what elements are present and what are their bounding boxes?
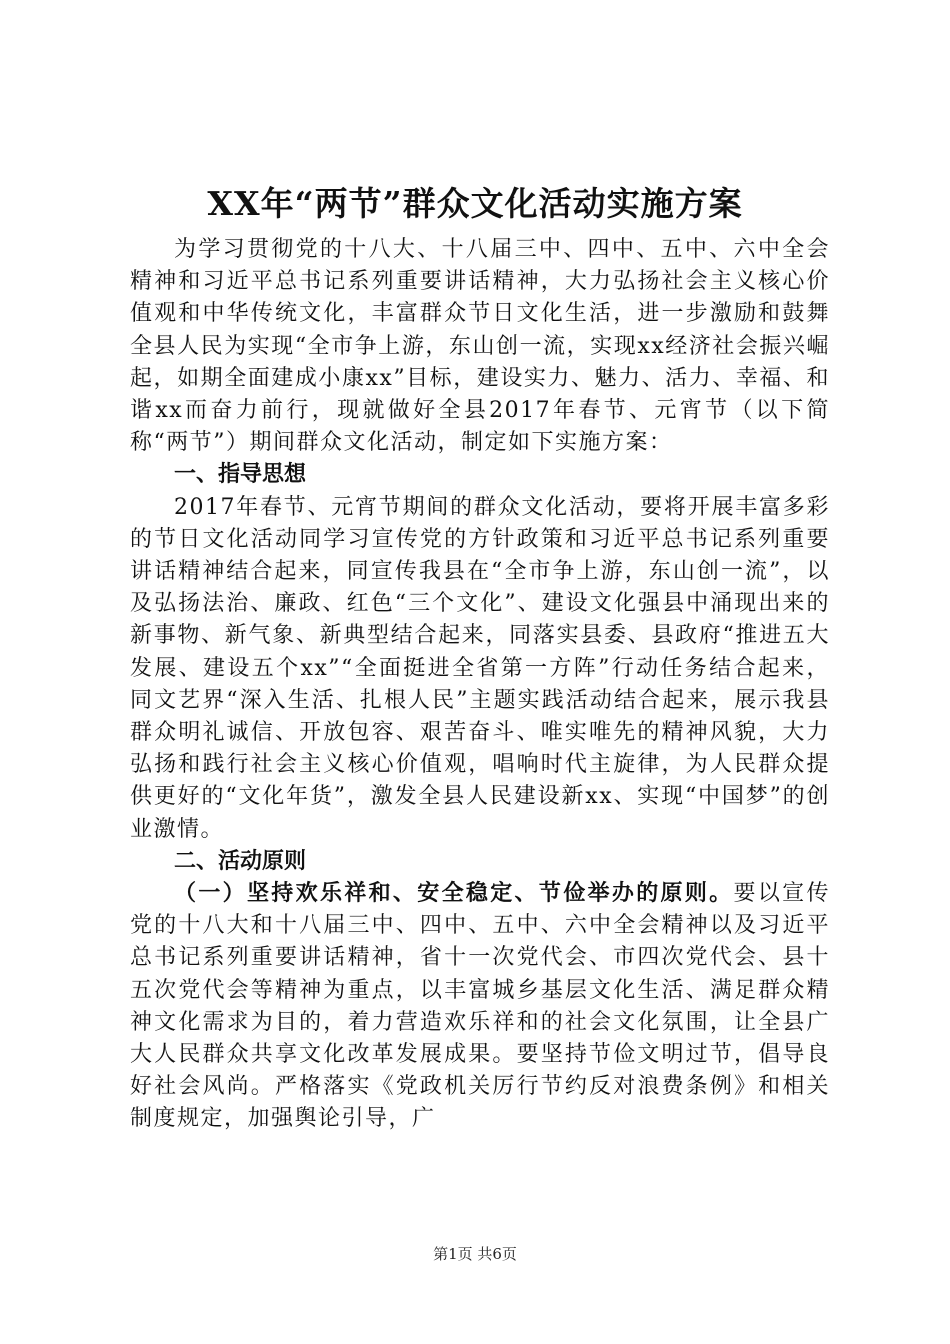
section2-sub1-body: 要以宣传党的十八大和十八届三中、四中、五中、六中全会精神以及习近平总书记系列重要讲话精神，省十一次党代会、市四次党代会、县十五次党代会等精神为重点，以丰富城乡基层文化生活、满足群众精神文化需求为目的，着力营造欢乐祥和的社会文化氛围，让全县广大人民群众共享文化改革发展成果。要坚持节俭文明过节，倡导良好社会风尚。严格落实《党政机关厉行节约反对浪费条例》和相关制度规定，加强舆论引导，广	[130, 881, 830, 1132]
section1-paragraph: 2017年春节、元宵节期间的群众文化活动，要将开展丰富多彩的节日文化活动同学习宣传党的方针政策和习近平总书记系列重要讲话精神结合起来，同宣传我县在“全市争上游，东山创一流”，以及弘扬法治、廉政、红色“三个文化”、建设文化强县中涌现出来的新事物、新气象、新典型结合起来，同落实县委、县政府“推进五大发展、建设五个xx”“全面挺进全省第一方阵”行动任务结合起来，同文艺界“深入生活、扎根人民”主题实践活动结合起来，展示我县群众明礼诚信、开放包容、艰苦奋斗、唯实唯先的精神风貌，大力弘扬和践行社会主义核心价值观，唱响时代主旋律，为人民群众提供更好的“文化年货”，激发全县人民建设新xx、实现“中国梦”的创业激情。	[130, 494, 830, 842]
document-title: XX年“两节”群众文化活动实施方案	[207, 184, 743, 223]
intro-paragraph: 为学习贯彻党的十八大、十八届三中、四中、五中、六中全会精神和习近平总书记系列重要讲话精神，大力弘扬社会主义核心价值观和中华传统文化，丰富群众节日文化生活，进一步激励和鼓舞全县人民为实现“全市争上游，东山创一流，实现xx经济社会振兴崛起，如期全面建成小康xx”目标，建设实力、魅力、活力、幸福、和谐xx而奋力前行，现就做好全县2017年春节、元宵节（以下简称“两节”）期间群众文化活动，制定如下实施方案：	[130, 237, 830, 456]
section2-sub1-lead: （一）坚持欢乐祥和、安全稳定、节俭举办的原则。	[174, 881, 734, 907]
section2-heading: 二、活动原则	[174, 848, 307, 874]
section1-heading: 一、指导思想	[174, 462, 307, 488]
page-footer: 第1页 共6页	[433, 1245, 517, 1263]
section2-sub1-paragraph	[130, 878, 830, 1136]
document-body	[130, 234, 830, 1136]
